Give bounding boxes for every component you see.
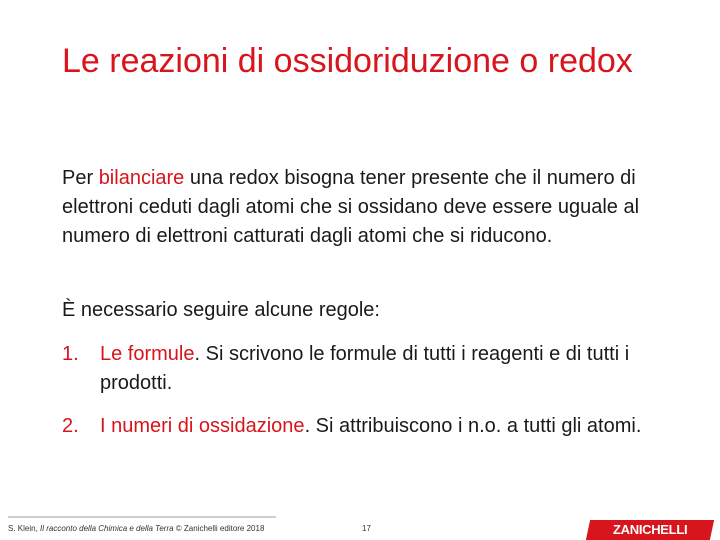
zanichelli-logo: [586, 520, 714, 540]
list-highlight: Le formule: [100, 343, 195, 365]
slide-body: [62, 164, 682, 437]
page-number: 17: [362, 524, 371, 533]
footer-book-title: Il racconto della Chimica e della Terra: [40, 524, 174, 533]
list-number: 1.: [62, 343, 79, 365]
paragraph-bilanciare: [62, 164, 682, 251]
para1-rest: una redox bisogna tener presente che il numero di elettroni ceduti dagli atomi che si ossidano deve essere uguale al numero di elettroni catturati dagli atomi che si riducono.: [62, 167, 640, 247]
para1-lead: Per: [62, 167, 99, 189]
para1-highlight: bilanciare: [98, 167, 185, 189]
list-text: [100, 412, 670, 441]
footer-divider-shadow: [8, 517, 276, 518]
paragraph-regole: È necessario seguire alcune regole:: [62, 299, 380, 321]
footer-publisher: © Zanichelli editore 2018: [173, 524, 265, 533]
footer-citation: [8, 524, 264, 533]
list-rest: . Si attribuiscono i n.o. a tutti gli atomi.: [304, 415, 642, 437]
logo-text: ZANICHELLI: [612, 522, 688, 537]
list-rest: . Si scrivono le formule di tutti i reagenti e di tutti i prodotti.: [100, 343, 630, 394]
slide-footer: [0, 514, 720, 540]
slide-title: Le reazioni di ossidoriduzione o redox: [62, 42, 633, 80]
list-number: 2.: [62, 415, 79, 437]
list-text: [100, 340, 670, 398]
list-highlight: I numeri di ossidazione: [100, 415, 305, 437]
footer-author: S. Klein,: [8, 524, 41, 533]
